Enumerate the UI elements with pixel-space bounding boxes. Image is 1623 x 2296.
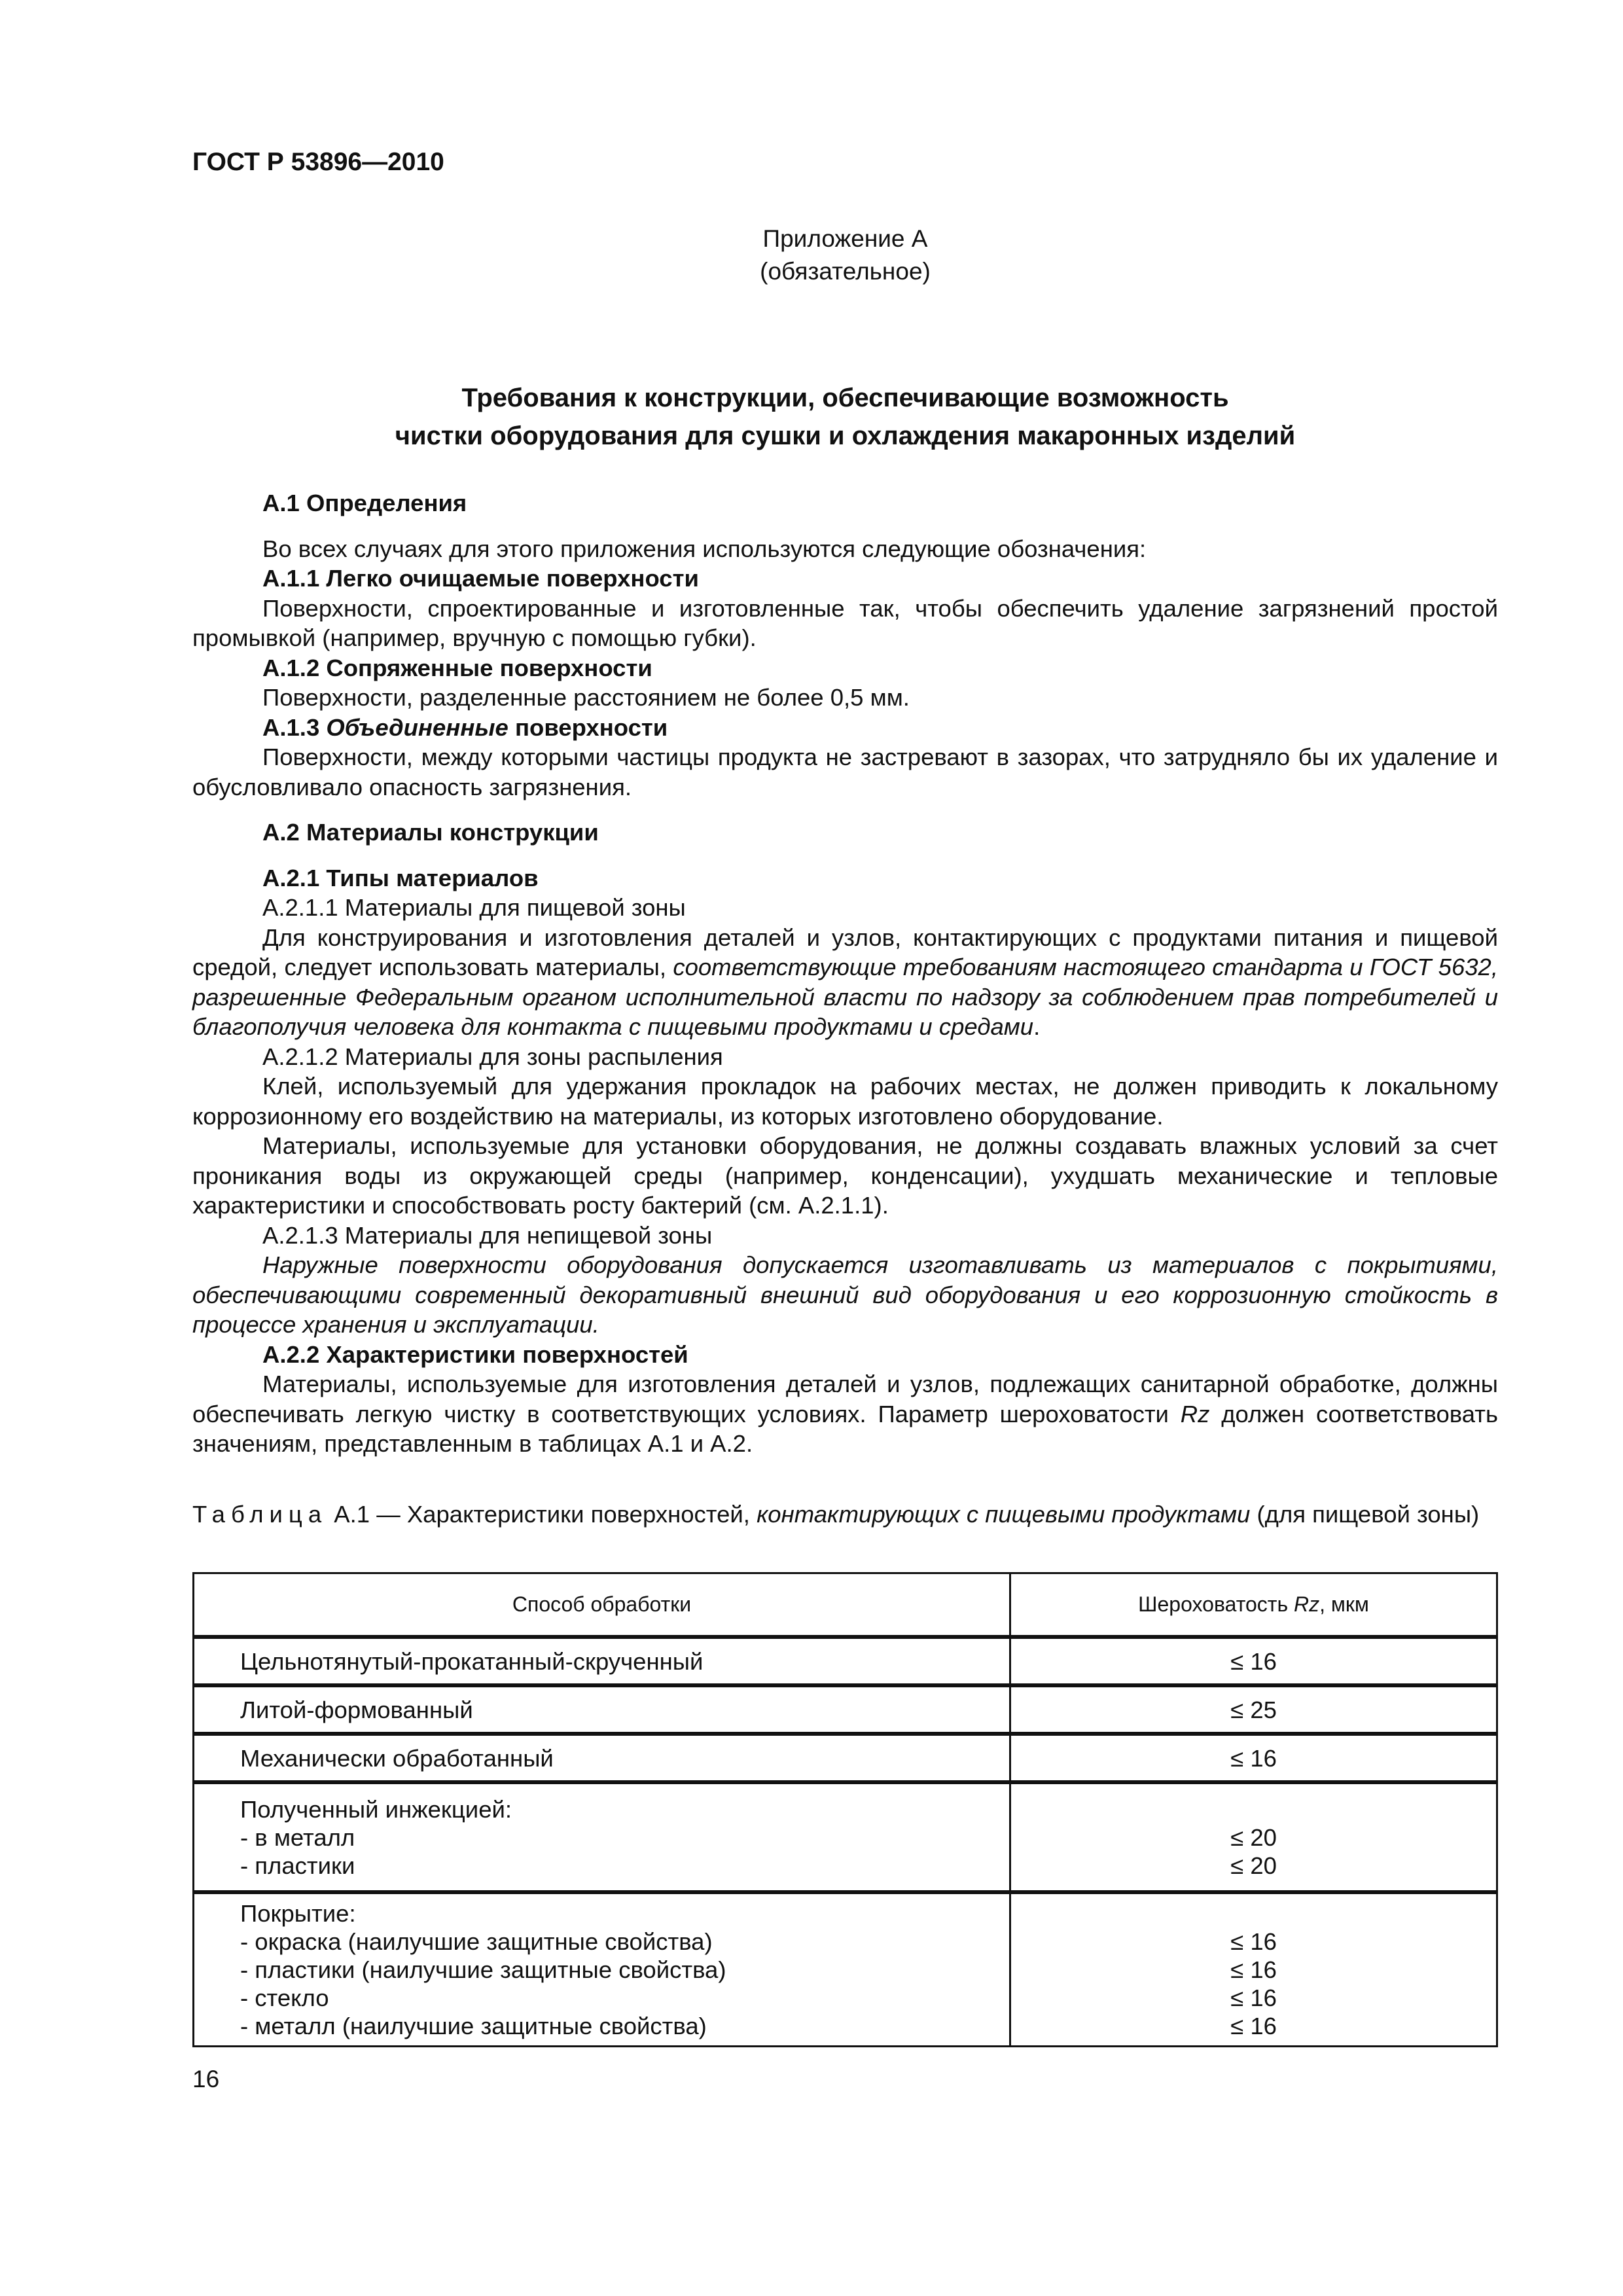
document-header: ГОСТ Р 53896—2010: [192, 148, 444, 176]
caption-italic: контактирующих с пищевыми продуктами: [757, 1501, 1251, 1528]
paragraph: Материалы, используемые для установки оборудования, не должны создавать влажных условий за счет проникания воды из окружающей среды (например, конденсации), ухудшать механические и тепловые характеристики и способствовать росту бактерий (см. А.2.1.1).: [192, 1132, 1498, 1219]
roughness-value: [1011, 1899, 1496, 1928]
clause-heading: А.2.1.1 Материалы для пищевой зоны: [262, 894, 686, 921]
text-italic: соответствующие требованиям настоящего стандарта и ГОСТ 5632, разрешенные Федеральным органом исполнительной власти по надзору за соблюдением прав потребителей и благополучия человека для контакта с пищевыми продуктами и средами: [192, 954, 1498, 1040]
roughness-value: ≤ 20: [1230, 1852, 1277, 1879]
header-italic: Rz: [1294, 1592, 1320, 1616]
appendix-label: Приложение А: [762, 225, 928, 252]
subsection-heading: А.1.2 Сопряженные поверхности: [262, 654, 652, 681]
table-row: [194, 1685, 1497, 1734]
table-row: [194, 1734, 1497, 1782]
surface-characteristics-table: [192, 1572, 1498, 2047]
caption-end: (для пищевой зоны): [1250, 1501, 1480, 1528]
method-line: Покрытие:: [240, 1899, 356, 1927]
method-cell: [194, 1782, 1010, 1892]
subsection-heading: А.2.1 Типы материалов: [262, 864, 539, 891]
section-heading: А.1 Определения: [262, 490, 467, 516]
paragraph: [192, 1369, 1498, 1459]
method-line: Полученный инжекцией:: [240, 1795, 512, 1823]
roughness-value: ≤ 25: [1230, 1696, 1277, 1723]
roughness-value: ≤ 16: [1230, 1984, 1277, 2011]
roughness-cell: [1010, 1734, 1497, 1782]
paragraph: [192, 923, 1498, 1042]
caption-label: Таблица: [192, 1501, 328, 1528]
header-suffix: , мкм: [1319, 1592, 1369, 1616]
heading-suffix: поверхности: [508, 713, 668, 741]
method-line: Механически обработанный: [240, 1744, 554, 1772]
text-end: должен соответствовать значениям, представленным в таблицах А.1 и А.2.: [192, 1400, 1498, 1457]
roughness-value: ≤ 16: [1230, 2012, 1277, 2039]
table-body: [194, 1637, 1497, 2046]
table-header-row: [194, 1573, 1497, 1638]
clause-heading: А.2.1.2 Материалы для зоны распыления: [262, 1043, 723, 1070]
method-line: Литой-формованный: [240, 1696, 473, 1723]
method-cell: [194, 1734, 1010, 1782]
roughness-value: ≤ 20: [1230, 1823, 1277, 1851]
table-caption: [192, 1499, 1498, 1530]
appendix-title-line-1: Требования к конструкции, обеспечивающие возможность: [461, 384, 1229, 412]
text-italic: Наружные поверхности оборудования допускается изготавливать из материалов с покрытиями, обеспечивающими современный декоративный внешний вид оборудования и его коррозионную стойкость в процессе хранения и эксплуатации.: [192, 1251, 1498, 1338]
roughness-cell: [1010, 1892, 1497, 2046]
method-line: - окраска (наилучшие защитные свойства): [240, 1928, 713, 1955]
text-italic: Rz: [1180, 1400, 1210, 1427]
subsection-heading: А.1.1 Легко очищаемые поверхности: [262, 565, 699, 592]
text-end: .: [1033, 1013, 1041, 1040]
method-cell: [194, 1685, 1010, 1734]
subsection-heading: [192, 713, 1498, 743]
method-line: Цельнотянутый-прокатанный-скрученный: [240, 1647, 704, 1675]
method-cell: [194, 1637, 1010, 1685]
paragraph: [192, 1250, 1498, 1340]
text-plain: Материалы, используемые для изготовления деталей и узлов, подлежащих санитарной обработке, должны обеспечивать легкую чистку в соответствующих условиях. Параметр шероховатости: [192, 1371, 1498, 1427]
roughness-cell: [1010, 1782, 1497, 1892]
roughness-value: ≤ 16: [1230, 1647, 1277, 1675]
table-row: [194, 1637, 1497, 1685]
roughness-cell: [1010, 1685, 1497, 1734]
heading-number: А.1.3: [262, 713, 327, 741]
subsection-heading: А.2.2 Характеристики поверхностей: [262, 1340, 688, 1368]
method-line: - в металл: [240, 1823, 355, 1851]
paragraph: Поверхности, между которыми частицы продукта не застревают в зазорах, что затрудняло бы их удаление и обусловливало опасность загрязнения.: [192, 744, 1498, 800]
method-line: - стекло: [240, 1984, 329, 2011]
roughness-value: [1011, 1795, 1496, 1823]
page-number: 16: [192, 2066, 220, 2092]
method-line: - пластики (наилучшие защитные свойства): [240, 1956, 726, 1983]
paragraph: Во всех случаях для этого приложения используются следующие обозначения:: [262, 535, 1147, 562]
clause-heading: А.2.1.3 Материалы для непищевой зоны: [262, 1221, 713, 1249]
appendix-title-line-2: чистки оборудования для сушки и охлаждения макаронных изделий: [395, 422, 1296, 450]
column-header-method: Способ обработки: [194, 1573, 1010, 1638]
method-cell: [194, 1892, 1010, 2046]
section-heading: А.2 Материалы конструкции: [262, 819, 599, 846]
text-plain: Для конструирования и изготовления деталей и узлов, контактирующих с продуктами питания и пищевой средой, следует использовать материалы,: [192, 924, 1498, 980]
table-row: [194, 1892, 1497, 2046]
roughness-value: ≤ 16: [1230, 1744, 1277, 1772]
roughness-value: ≤ 16: [1230, 1956, 1277, 1983]
roughness-value: ≤ 16: [1230, 1928, 1277, 1955]
paragraph: Поверхности, разделенные расстоянием не более 0,5 мм.: [262, 684, 910, 711]
header-prefix: Шероховатость: [1138, 1592, 1294, 1616]
table-row: [194, 1782, 1497, 1892]
paragraph: Поверхности, спроектированные и изготовленные так, чтобы обеспечить удаление загрязнений простой промывкой (например, вручную с помощью губки).: [192, 594, 1498, 651]
column-header-roughness: [1010, 1573, 1497, 1638]
method-line: - пластики: [240, 1852, 355, 1879]
caption-number: А.1 — Характеристики поверхностей,: [327, 1501, 757, 1528]
appendix-status: (обязательное): [760, 258, 931, 285]
document-body: [192, 488, 1498, 1459]
heading-italic: Объединенные: [326, 713, 508, 741]
paragraph: Клей, используемый для удержания прокладок на рабочих местах, не должен приводить к локальному коррозионному его воздействию на материалы, из которых изготовлено оборудование.: [192, 1073, 1498, 1130]
method-line: - металл (наилучшие защитные свойства): [240, 2012, 707, 2039]
roughness-cell: [1010, 1637, 1497, 1685]
